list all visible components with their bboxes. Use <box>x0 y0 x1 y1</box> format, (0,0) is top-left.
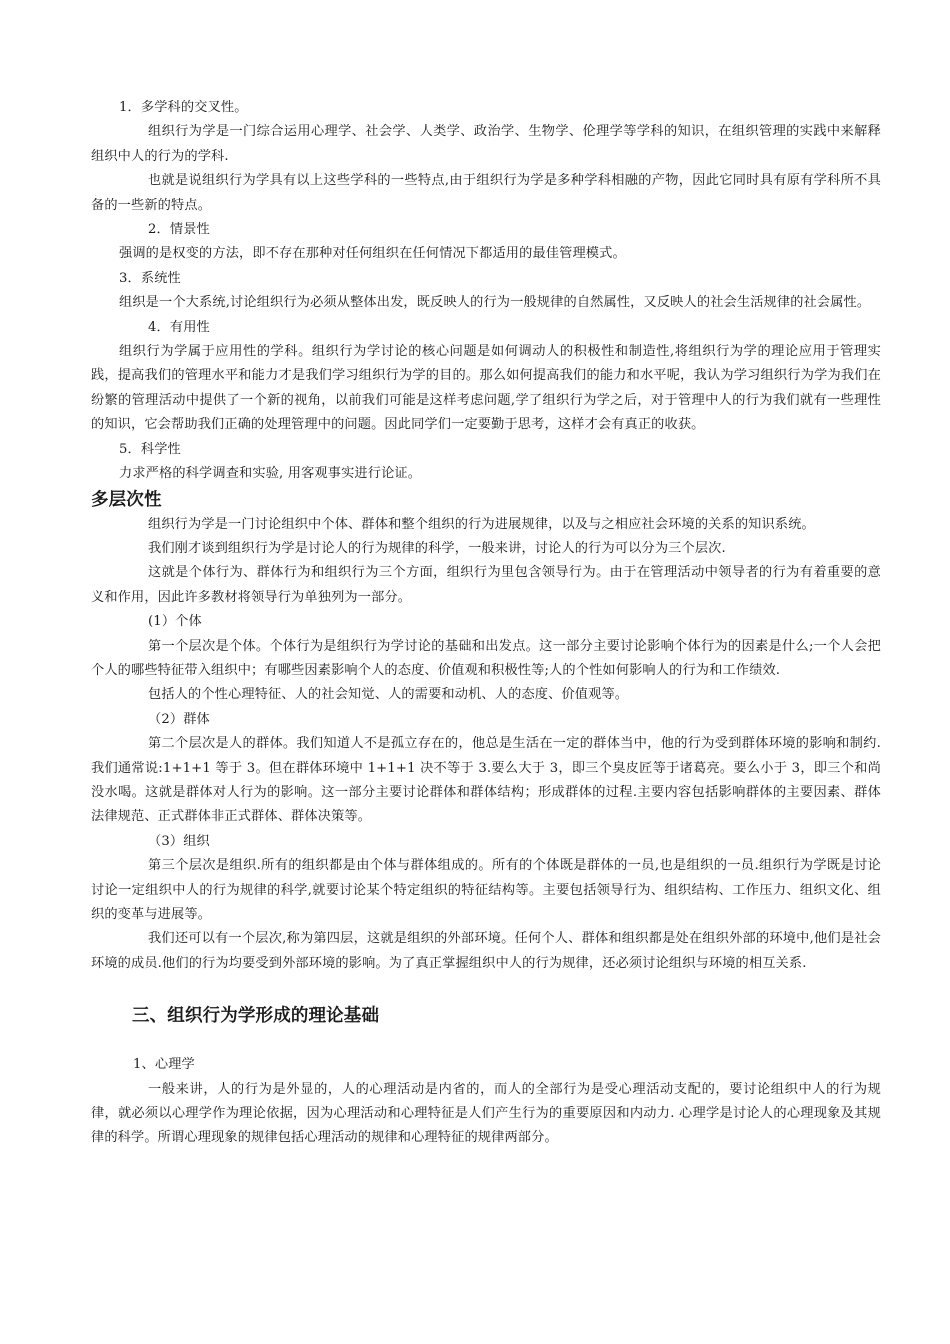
paragraph: 第一个层次是个体。个体行为是组织行为学讨论的基础和出发点。这一部分主要讨论影响个体行为的因素是什么;一个人会把个人的哪些特征带入组织中；有哪些因素影响个人的态度、价值观和积极性等;人的个性如何影响人的行为和工作绩效. <box>91 638 881 678</box>
paragraph: 组织行为学是一门综合运用心理学、社会学、人类学、政治学、生物学、伦理学等学科的知识，在组织管理的实践中来解释组织中人的行为的学科. <box>91 124 881 164</box>
item-heading-scientific: 5．科学性 <box>119 441 181 457</box>
item-heading-situational: 2．情景性 <box>148 222 210 238</box>
paragraph: 组织行为学属于应用性的学科。组织行为学讨论的核心问题是如何调动人的积极性和制造性,将组织行为学的理论应用于管理实践，提高我们的管理水平和能力才是我们学习组织行为学的目的。那么如何提高我们的能力和水平呢，我认为学习组织行为学为我们在纷繁的管理活动中提供了一个新的视角，以前我们可能是这样考虑问题,学了组织行为学之后，对于管理中人的行为我们就有一些理性的知识，它会帮助我们正确的处理管理中的问题。因此同学们一定要勤于思考，这样才会有真正的收获。 <box>91 344 881 433</box>
paragraph: 组织行为学是一门讨论组织中个体、群体和整个组织的行为进展规律，以及与之相应社会环境的关系的知识系统。 <box>148 516 815 532</box>
paragraph: 这就是个体行为、群体行为和组织行为三个方面，组织行为里包含领导行为。由于在管理活动中领导者的行为有着重要的意义和作用，因此许多教材将领导行为单独列为一部分。 <box>91 565 881 605</box>
paragraph: 我们还可以有一个层次,称为第四层，这就是组织的外部环境。任何个人、群体和组织都是处在组织外部的环境中,他们是社会环境的成员.他们的行为均要受到外部环境的影响。为了真正掌握组织中人的行为规律，还必须讨论组织与环境的相互关系. <box>91 931 881 971</box>
heading-multilevel: 多层次性 <box>91 489 162 510</box>
item-heading-multidiscipline: 1．多学科的交叉性。 <box>119 100 248 115</box>
paragraph: 强调的是权变的方法，即不存在那种对任何组织在任何情况下都适用的最佳管理模式。 <box>119 246 626 262</box>
paragraph: 第三个层次是组织.所有的组织都是由个体与群体组成的。所有的个体既是群体的一员,也是组织的一员.组织行为学既是讨论讨论一定组织中人的行为规律的科学,就要讨论某个特定组织的特征结构等。主要包括领导行为、组织结构、工作压力、组织文化、组织的变革与进展等。 <box>91 858 881 922</box>
item-heading-psychology: 1、心理学 <box>133 1057 195 1073</box>
item-heading-systematic: 3．系统性 <box>119 270 181 286</box>
paragraph: 也就是说组织行为学具有以上这些学科的一些特点,由于组织行为学是多种学科相融的产物，因此它同时具有原有学科所不具备的一些新的特点。 <box>91 173 881 213</box>
subheading-individual: (1）个体 <box>148 614 202 630</box>
paragraph: 我们刚才谈到组织行为学是讨论人的行为规律的科学，一般来讲，讨论人的行为可以分为三个层次. <box>148 540 726 556</box>
section-heading-theory: 三、组织行为学形成的理论基础 <box>132 1006 380 1027</box>
subheading-organization: （3）组织 <box>148 833 210 849</box>
paragraph: 包括人的个性心理特征、人的社会知觉、人的需要和动机、人的态度、价值观等。 <box>148 687 629 703</box>
paragraph: 第二个层次是人的群体。我们知道人不是孤立存在的，他总是生活在一定的群体当中，他的行为受到群体环境的影响和制约.我们通常说:1+1+1 等于 3。但在群体环境中 1+1+1 决不等于 3.要么大于 3，即三个臭皮匠等于诸葛亮。要么小于 3，即三个和尚没水喝。这就是群体对人行为的影响。这一部分主要讨论群体和群体结构；形成群体的过程.主要内容包括影响群体的主要因素、群体法律规范、正式群体非正式群体、群体决策等。 <box>91 736 881 825</box>
item-heading-useful: 4．有用性 <box>148 319 210 335</box>
paragraph: 组织是一个大系统,讨论组织行为必须从整体出发，既反映人的行为一般规律的自然属性，又反映人的社会生活规律的社会属性。 <box>119 295 871 311</box>
subheading-group: （2）群体 <box>148 711 210 727</box>
document-body <box>91 96 881 1151</box>
paragraph: 一般来讲，人的行为是外显的，人的心理活动是内省的，而人的全部行为是受心理活动支配的，要讨论组织中人的行为规律，就必须以心理学作为理论依据，因为心理活动和心理特征是人们产生行为的重要原因和内动力. 心理学是讨论人的心理现象及其规律的科学。所谓心理现象的规律包括心理活动的规律和心理特征的规律两部分。 <box>91 1081 881 1146</box>
paragraph: 力求严格的科学调查和实验, 用客观事实进行论证。 <box>119 466 422 482</box>
